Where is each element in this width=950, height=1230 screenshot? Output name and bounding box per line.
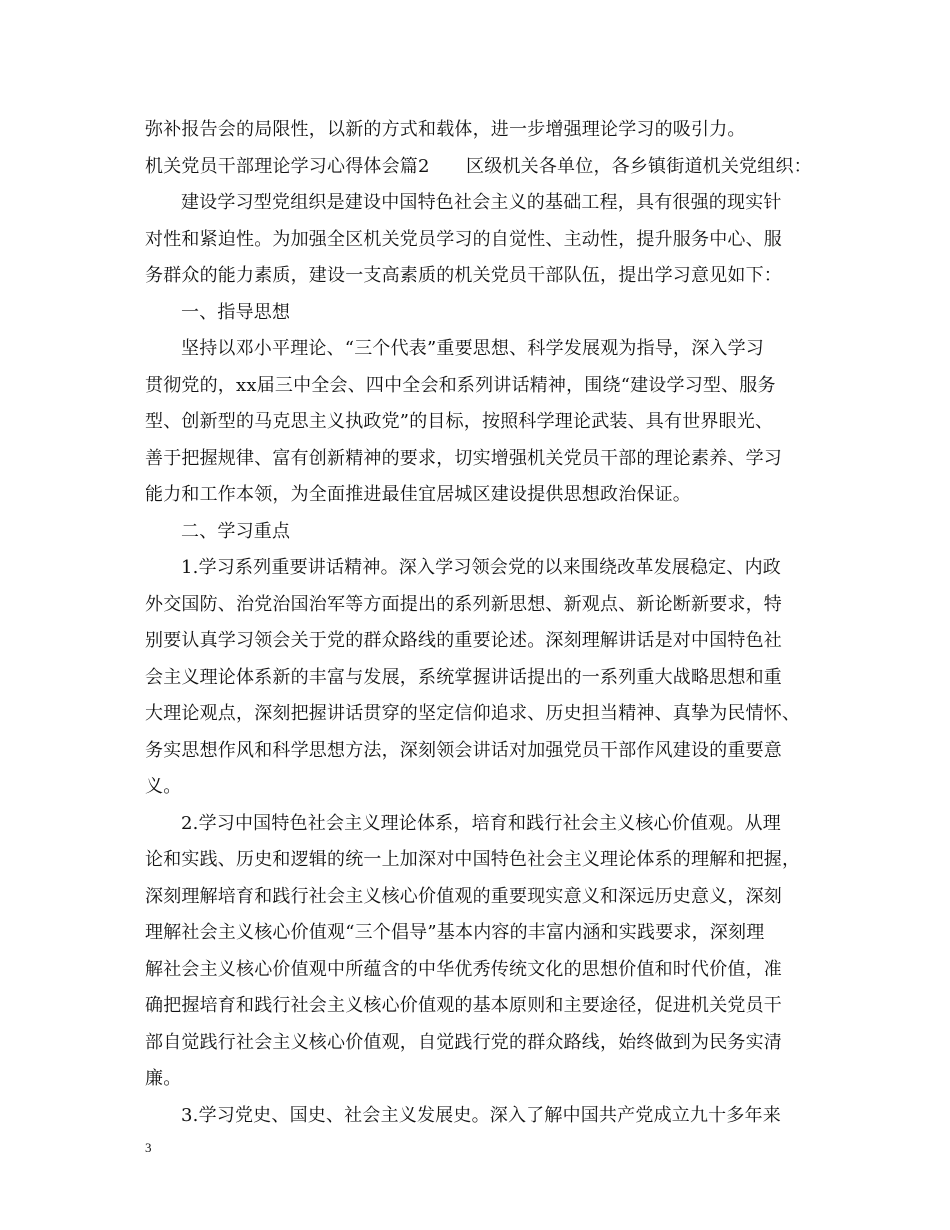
text-line-7: 坚持以邓小平理论、“三个代表”重要思想、科学发展观为指导，深入学习 (181, 338, 765, 359)
text-line-24: 解社会主义核心价值观中所蕴含的中华优秀传统文化的思想价值和时代价值，准 (145, 958, 782, 980)
section-heading-1: 一、指导思想 (181, 301, 291, 323)
text-line-5: 务群众的能力素质，建设一支高素质的机关党员干部队伍，提出学习意见如下： (145, 265, 782, 286)
text-line-15: 别要认真学习领会关于党的群众路线的重要论述。深刻理解讲话是对中国特色社 (145, 630, 782, 651)
text-line-14: 外交国防、治党治国治军等方面提出的系列新思想、新观点、新论断新要求，特 (145, 593, 782, 615)
text-line-26: 部自觉践行社会主义核心价值观，自觉践行党的群众路线，始终做到为民务实清 (145, 1031, 782, 1053)
text-line-19: 义。 (145, 776, 182, 797)
text-line-16: 会主义理论体系新的丰富与发展，系统掌握讲话提出的一系列重大战略思想和重 (145, 666, 782, 688)
text-line-2: 机关党员干部理论学习心得体会篇2 区级机关各单位，各乡镇街道机关党组织： (145, 155, 812, 177)
text-line-11: 能力和工作本领，为全面推进最佳宜居城区建设提供思想政治保证。 (145, 484, 691, 505)
text-line-28: 3.学习党史、国史、社会主义发展史。深入了解中国共产党成立九十多年来 (181, 1104, 781, 1126)
text-line-27: 廉。 (145, 1068, 182, 1089)
text-line-1: 弥补报告会的局限性，以新的方式和载体，进一步增强理论学习的吸引力。 (145, 119, 746, 140)
text-line-20: 2.学习中国特色社会主义理论体系，培育和践行社会主义核心价值观。从理 (181, 812, 781, 834)
text-line-9: 型、创新型的马克思主义执政党”的目标，按照科学理论武装、具有世界眼光、 (145, 411, 774, 432)
text-line-22: 深刻理解培育和践行社会主义核心价值观的重要现实意义和深远历史意义，深刻 (145, 885, 782, 907)
text-line-10: 善于把握规律、富有创新精神的要求，切实增强机关党员干部的理论素养、学习 (145, 447, 782, 469)
page-number: 3 (145, 1140, 152, 1155)
text-line-13: 1.学习系列重要讲话精神。深入学习领会党的以来围绕改革发展稳定、内政 (181, 557, 781, 578)
text-line-17: 大理论观点，深刻把握讲话贯穿的坚定信仰追求、历史担当精神、真挚为民情怀、 (145, 703, 801, 724)
text-line-3: 建设学习型党组织是建设中国特色社会主义的基础工程，具有很强的现实针 (181, 192, 782, 213)
text-line-25: 确把握培育和践行社会主义核心价值观的基本原则和主要途径，促进机关党员干 (145, 995, 782, 1016)
section-heading-2: 二、学习重点 (181, 520, 291, 542)
document-body (145, 112, 815, 1134)
text-line-4: 对性和紧迫性。为加强全区机关党员学习的自觉性、主动性，提升服务中心、服 (145, 228, 782, 250)
text-line-18: 务实思想作风和科学思想方法，深刻领会讲话对加强党员干部作风建设的重要意 (145, 739, 782, 761)
text-line-8: 贯彻党的，xx届三中全会、四中全会和系列讲话精神，围绕“建设学习型、服务 (145, 374, 776, 396)
text-line-21: 论和实践、历史和逻辑的统一上加深对中国特色社会主义理论体系的理解和把握， (145, 849, 801, 870)
text-line-23: 理解社会主义核心价值观“三个倡导”基本内容的丰富内涵和实践要求，深刻理 (145, 922, 765, 943)
